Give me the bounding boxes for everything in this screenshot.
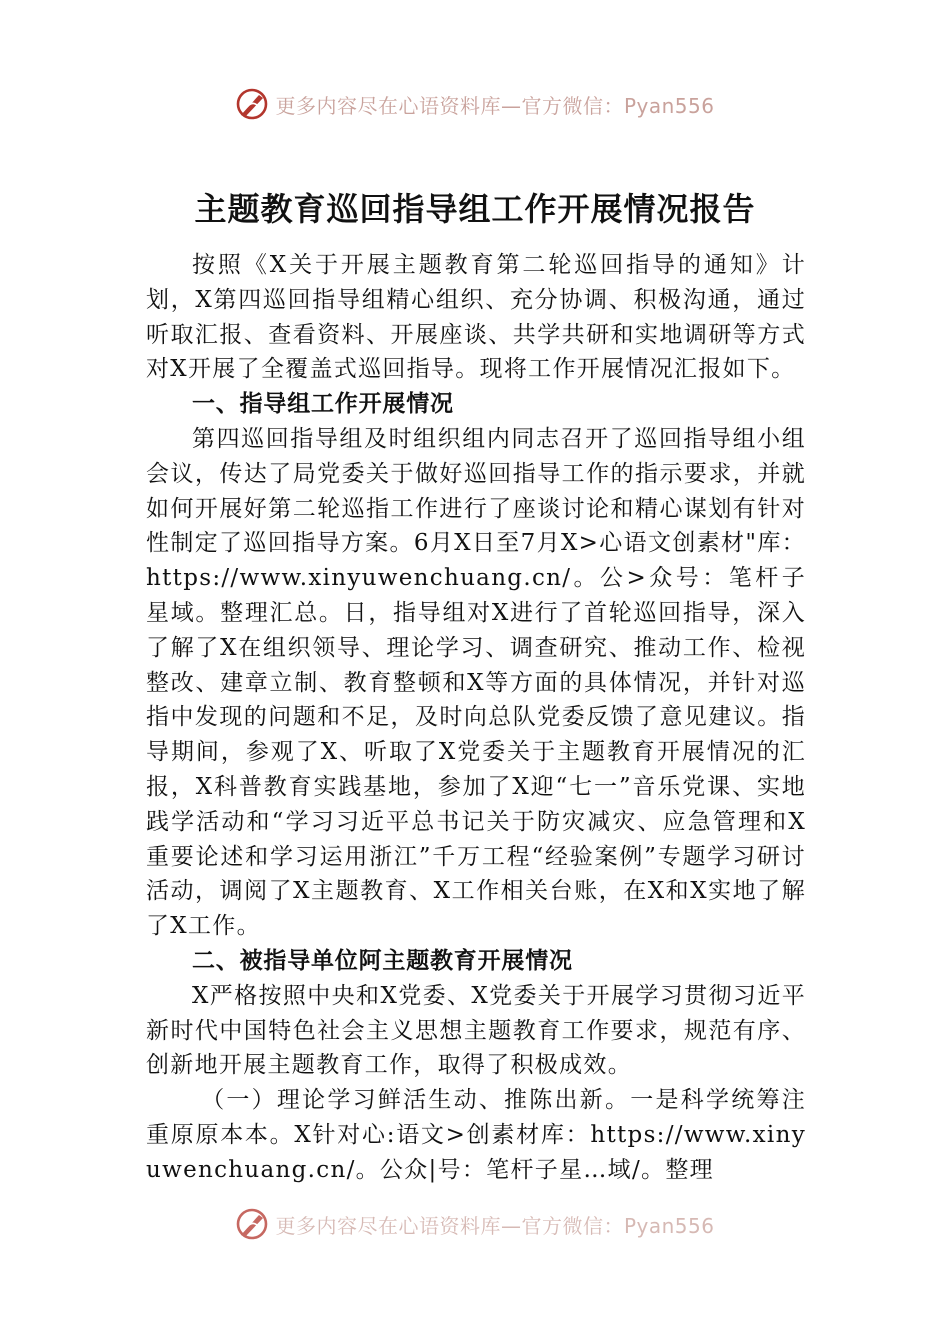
section-heading-1: 一、指导组工作开展情况: [192, 391, 454, 418]
document-body: [146, 248, 806, 1188]
section-2-paragraph: X严格按照中央和X党委、X党委关于开展学习贯彻习近平新时代中国特色社会主义思想主题教育工作要求，规范有序、创新地开展主题教育工作，取得了积极成效。: [146, 982, 806, 1079]
watermark-text: 更多内容尽在心语资料库—官方微信：Pyan556: [275, 93, 715, 118]
pen-circle-logo-icon: [235, 1207, 269, 1241]
section-heading-2: 二、被指导单位阿主题教育开展情况: [192, 947, 573, 974]
watermark-text: 更多内容尽在心语资料库—官方微信：Pyan556: [275, 1213, 715, 1238]
subsection-1-paragraph: （一）理论学习鲜活生动、推陈出新。一是科学统筹注重原原本本。X针对心:语文>创素材库：https://www.xinyuwenchuang.cn/。公众|号：笔杆子星…域/。整理: [146, 1087, 806, 1183]
watermark-header: [0, 84, 950, 124]
watermark-footer: [0, 1204, 950, 1244]
intro-paragraph: 按照《X关于开展主题教育第二轮巡回指导的通知》计划，X第四巡回指导组精心组织、充分协调、积极沟通，通过听取汇报、查看资料、开展座谈、共学共研和实地调研等方式对X开展了全覆盖式巡回指导。现将工作开展情况汇报如下。: [146, 252, 806, 383]
section-1-paragraph: 第四巡回指导组及时组织组内同志召开了巡回指导组小组会议，传达了局党委关于做好巡回指导工作的指示要求，并就如何开展好第二轮巡指工作进行了座谈讨论和精心谋划有针对性制定了巡回指导方案。6月X日至7月X>心语文创素材"库：https://www.xinyuwenchuang.cn/。公>众号：笔杆子星域。整理汇总。日，指导组对X进行了首轮巡回指导，深入了解了X在组织领导、理论学习、调查研究、推动工作、检视整改、建章立制、教育整顿和X等方面的具体情况，并针对巡指中发现的问题和不足，及时向总队党委反馈了意见建议。指导期间，参观了X、听取了X党委关于主题教育开展情况的汇报，X科普教育实践基地，参加了X迎“七一”音乐党课、实地践学活动和“学习习近平总书记关于防灾减灾、应急管理和X重要论述和学习运用浙江”千万工程“经验案例”专题学习研讨活动，调阅了X主题教育、X工作相关台账，在X和X实地了解了X工作。: [146, 425, 806, 940]
pen-circle-logo-icon: [235, 87, 269, 121]
document-title: 主题教育巡回指导组工作开展情况报告: [194, 190, 756, 228]
